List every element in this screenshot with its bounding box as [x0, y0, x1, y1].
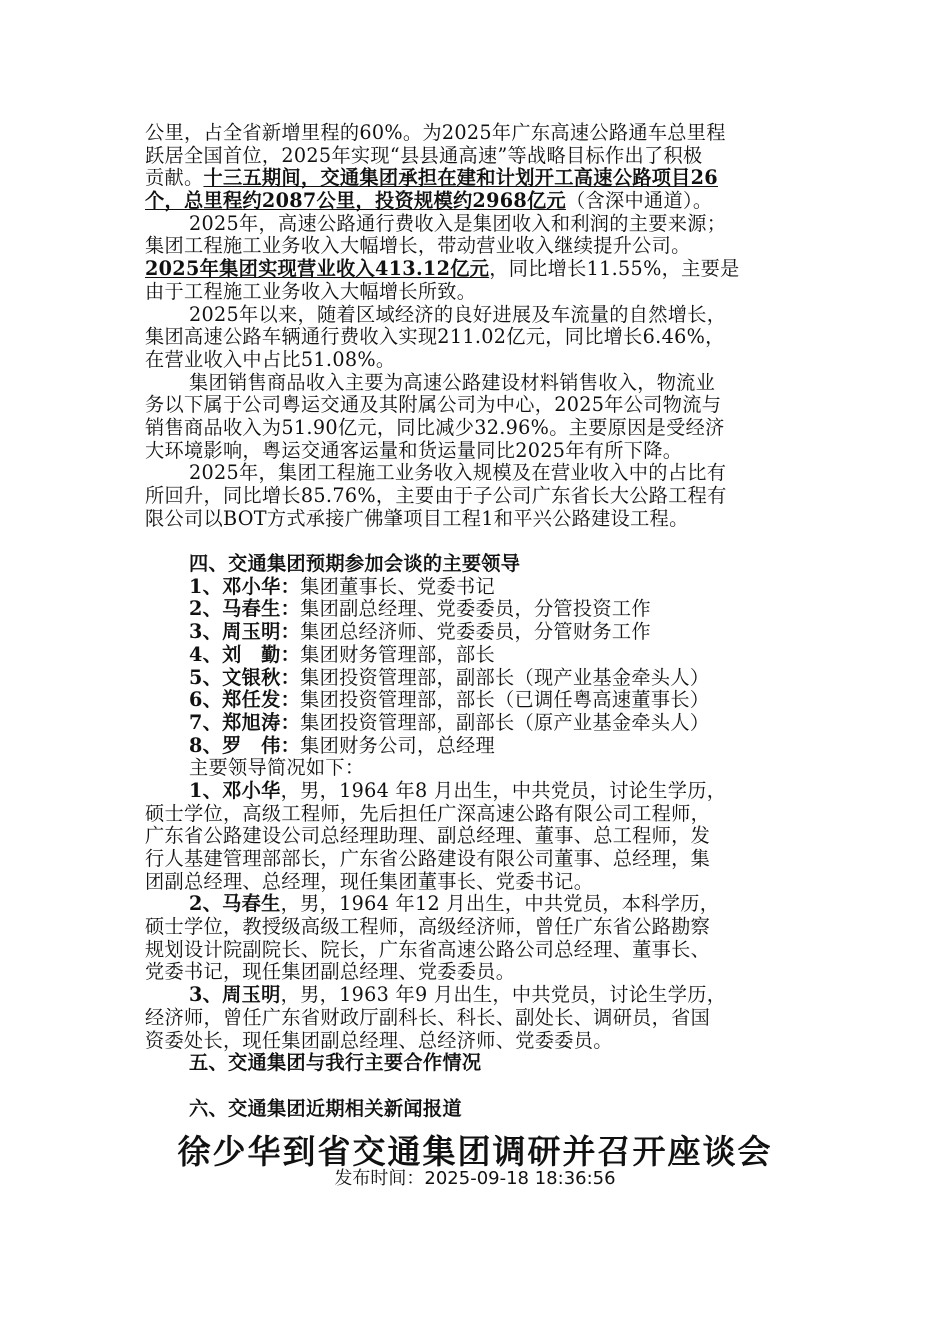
- paragraph-line: 公里，占全省新增里程的60%。为2025年广东高速公路通车总里程: [145, 121, 726, 144]
- leader-item: 7、郑旭涛：集团投资管理部，副部长（原产业基金牵头人）: [189, 710, 710, 734]
- paragraph-line: 个，总里程约2087公里，投资规模约2968亿元（含深中通道）。: [145, 189, 713, 213]
- bio-line: 硕士学位，教授级高级工程师，高级经济师，曾任广东省公路勘察: [145, 915, 711, 939]
- bio-line: 规划设计院副院长、院长，广东省高速公路公司总经理、董事长、: [145, 937, 711, 961]
- leader-item: 4、刘 勤：集团财务管理部，部长: [189, 642, 495, 666]
- paragraph-line: 2025年，集团工程施工业务收入规模及在营业收入中的占比有: [189, 461, 727, 485]
- section-heading: 六、交通集团近期相关新闻报道: [189, 1096, 462, 1120]
- paragraph-line: 跃居全国首位，2025年实现“县县通高速”等战略目标作出了积极: [145, 143, 703, 167]
- bio-line: 硕士学位，高级工程师，先后担任广深高速公路有限公司工程师，: [145, 801, 711, 825]
- paragraph-line: 大环境影响，粤运交通客运量和货运量同比2025年有所下降。: [145, 438, 683, 462]
- leader-item: 1、邓小华：集团董事长、党委书记: [189, 574, 495, 598]
- paragraph-line: 集团销售商品收入主要为高速公路建设材料销售收入，物流业: [189, 370, 716, 394]
- paragraph-line: 所回升，同比增长85.76%，主要由于子公司广东省长大公路工程有: [145, 484, 727, 507]
- bio-line: 党委书记，现任集团副总经理、党委委员。: [145, 960, 516, 984]
- highlight-text: 个，总里程约2087公里，投资规模约2968亿元: [145, 189, 567, 213]
- paragraph-line: 主要领导简况如下：: [189, 756, 365, 780]
- paragraph-line: 集团工程施工业务收入大幅增长，带动营业收入继续提升公司。: [145, 234, 691, 258]
- bio-line: 1、邓小华，男，1964 年8 月出生，中共党员，讨论生学历，: [189, 778, 727, 802]
- document-body: [145, 122, 817, 1120]
- paragraph-line: 集团高速公路车辆通行费收入实现211.02亿元，同比增长6.46%，: [145, 325, 725, 349]
- bio-line: 2、马春生，男，1964 年12 月出生，中共党员，本科学历，: [189, 892, 720, 916]
- paragraph-line: 2025年集团实现营业收入413.12亿元，同比增长11.55%，主要是: [145, 257, 740, 281]
- paragraph-line: 务以下属于公司粤运交通及其附属公司为中心，2025年公司物流与: [145, 393, 722, 417]
- paragraph-line: 在营业收入中占比51.08%。: [145, 347, 396, 371]
- leader-item: 3、周玉明：集团总经济师、党委委员，分管财务工作: [189, 620, 651, 644]
- bio-line: 行人基建管理部部长，广东省公路建设有限公司董事、总经理，集: [145, 847, 711, 870]
- news-publish-time: 发布时间：2025-09-18 18:36:56: [334, 1168, 616, 1189]
- section-heading: 五、交通集团与我行主要合作情况: [189, 1051, 482, 1075]
- leader-item: 2、马春生：集团副总经理、党委委员，分管投资工作: [189, 597, 651, 621]
- bio-line: 资委处长，现任集团副总经理、总经济师、党委委员。: [145, 1028, 613, 1052]
- leader-item: 5、文银秋：集团投资管理部，副部长（现产业基金牵头人）: [189, 665, 710, 689]
- bio-line: 团副总经理、总经理，现任集团董事长、党委书记。: [145, 869, 594, 893]
- paragraph-line: 2025年以来，随着区域经济的良好进展及车流量的自然增长，: [189, 302, 727, 326]
- bio-line: 广东省公路建设公司总经理助理、副总经理、董事、总工程师，发: [145, 824, 711, 848]
- paragraph-line: 销售商品收入为51.90亿元，同比减少32.96%。主要原因是受经济: [145, 415, 725, 439]
- paragraph-line: 限公司以BOT方式承接广佛肇项目工程1和平兴公路建设工程。: [145, 506, 689, 530]
- bio-line: 经济师，曾任广东省财政厅副科长、科长、副处长、调研员，省国: [145, 1005, 711, 1029]
- paragraph-line: 贡献。十三五期间，交通集团承担在建和计划开工高速公路项目26: [145, 166, 718, 190]
- paragraph-line: 由于工程施工业务收入大幅增长所致。: [145, 279, 477, 303]
- highlight-text: 十三五期间，交通集团承担在建和计划开工高速公路项目26: [203, 166, 718, 190]
- news-title: 徐少华到省交通集团调研并召开座谈会: [177, 1132, 773, 1171]
- highlight-text: 2025年集团实现营业收入413.12亿元: [145, 257, 490, 281]
- paragraph-line: 2025年，高速公路通行费收入是集团收入和利润的主要来源；: [189, 211, 727, 235]
- bio-line: 3、周玉明，男，1963 年9 月出生，中共党员，讨论生学历，: [189, 983, 727, 1007]
- section-heading: 四、交通集团预期参加会谈的主要领导: [189, 552, 521, 576]
- leader-item: 6、郑任发：集团投资管理部，部长（已调任粤高速董事长）: [189, 688, 710, 712]
- leader-item: 8、罗 伟：集团财务公司，总经理: [189, 733, 495, 757]
